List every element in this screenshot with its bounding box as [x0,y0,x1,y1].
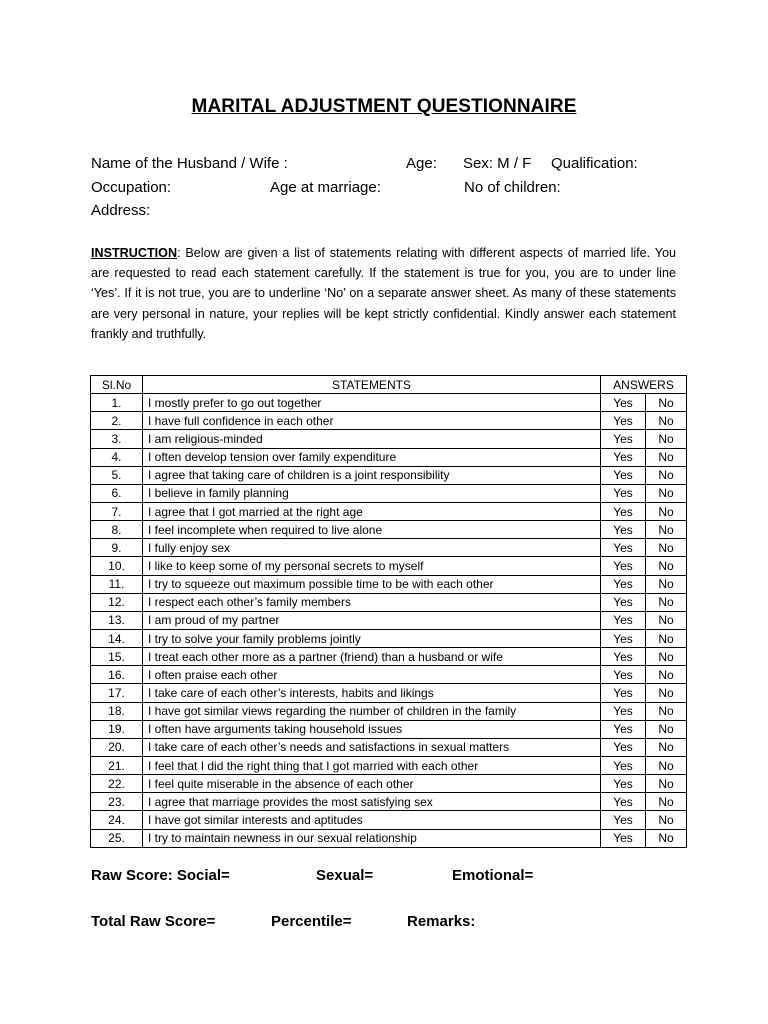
row-number: 25. [91,829,143,847]
table-row [91,430,687,448]
answer-yes[interactable]: Yes [601,502,646,520]
table-row [91,702,687,720]
answer-no[interactable]: No [646,829,687,847]
table-row [91,466,687,484]
table-row [91,775,687,793]
instruction-text: : Below are given a list of statements relating with different aspects of married life. You are requested to read each statement carefully. If the statement is true for you, you are to under line ‘Yes’. If it is not true, you are to underline ‘No’ on a separate answer sheet. As many of these statements are very personal in nature, your replies will be kept strictly confidential. Kindly answer each statement frankly and truthfully. [91,246,676,341]
raw-score-social-label: Raw Score: Social= [91,867,230,884]
table-row [91,593,687,611]
statement-text: I feel incomplete when required to live alone [143,521,601,539]
header-answers: ANSWERS [601,376,687,394]
emotional-score-label: Emotional= [452,867,534,884]
statement-text: I believe in family planning [143,484,601,502]
statement-text: I fully enjoy sex [143,539,601,557]
row-number: 11. [91,575,143,593]
statement-text: I agree that taking care of children is a joint responsibility [143,466,601,484]
answer-yes[interactable]: Yes [601,829,646,847]
answer-yes[interactable]: Yes [601,611,646,629]
remarks-label: Remarks: [407,913,476,930]
row-number: 22. [91,775,143,793]
statement-text: I mostly prefer to go out together [143,394,601,412]
row-number: 21. [91,756,143,774]
statement-text: I take care of each other’s needs and satisfactions in sexual matters [143,738,601,756]
answer-yes[interactable]: Yes [601,738,646,756]
answer-no[interactable]: No [646,756,687,774]
answer-no[interactable]: No [646,775,687,793]
table-row [91,666,687,684]
answer-yes[interactable]: Yes [601,557,646,575]
table-header-row [91,376,687,394]
statement-text: I agree that I got married at the right age [143,502,601,520]
row-number: 15. [91,648,143,666]
statement-text: I feel that I did the right thing that I got married with each other [143,756,601,774]
statement-text: I have got similar views regarding the number of children in the family [143,702,601,720]
table-row [91,484,687,502]
header-sl-no: Sl.No [91,376,143,394]
row-number: 14. [91,629,143,647]
answer-no[interactable]: No [646,394,687,412]
answer-no[interactable]: No [646,793,687,811]
row-number: 13. [91,611,143,629]
statement-text: I try to maintain newness in our sexual relationship [143,829,601,847]
table-row [91,811,687,829]
table-row [91,521,687,539]
answer-no[interactable]: No [646,557,687,575]
answer-yes[interactable]: Yes [601,629,646,647]
row-number: 17. [91,684,143,702]
statement-text: I am religious-minded [143,430,601,448]
table-row [91,756,687,774]
statement-text: I have got similar interests and aptitudes [143,811,601,829]
answer-yes[interactable]: Yes [601,648,646,666]
sexual-score-label: Sexual= [316,867,374,884]
row-number: 16. [91,666,143,684]
age-field-label: Age: [406,155,437,172]
row-number: 19. [91,720,143,738]
answer-yes[interactable]: Yes [601,702,646,720]
answer-yes[interactable]: Yes [601,593,646,611]
statement-text: I have full confidence in each other [143,412,601,430]
answer-yes[interactable]: Yes [601,466,646,484]
age-at-marriage-field-label: Age at marriage: [270,179,381,196]
statement-text: I often develop tension over family expenditure [143,448,601,466]
row-number: 5. [91,466,143,484]
row-number: 23. [91,793,143,811]
row-number: 1. [91,394,143,412]
occupation-field-label: Occupation: [91,179,172,196]
answer-no[interactable]: No [646,521,687,539]
row-number: 8. [91,521,143,539]
answer-yes[interactable]: Yes [601,539,646,557]
statement-text: I often have arguments taking household issues [143,720,601,738]
answer-yes[interactable]: Yes [601,394,646,412]
address-field-label: Address: [91,202,151,219]
answer-no[interactable]: No [646,593,687,611]
answer-no[interactable]: No [646,430,687,448]
answer-no[interactable]: No [646,575,687,593]
answer-yes[interactable]: Yes [601,412,646,430]
answer-no[interactable]: No [646,448,687,466]
statement-text: I often praise each other [143,666,601,684]
table-row [91,575,687,593]
table-row [91,629,687,647]
answer-no[interactable]: No [646,484,687,502]
page-title: MARITAL ADJUSTMENT QUESTIONNAIRE [191,96,577,117]
answer-no[interactable]: No [646,666,687,684]
answer-no[interactable]: No [646,648,687,666]
qualification-field-label: Qualification: [551,155,638,172]
header-statements: STATEMENTS [143,376,601,394]
row-number: 6. [91,484,143,502]
statement-text: I take care of each other’s interests, habits and likings [143,684,601,702]
answer-no[interactable]: No [646,502,687,520]
answer-yes[interactable]: Yes [601,811,646,829]
answer-yes[interactable]: Yes [601,484,646,502]
children-field-label: No of children: [464,179,561,196]
statement-text: I treat each other more as a partner (friend) than a husband or wife [143,648,601,666]
row-number: 24. [91,811,143,829]
answer-yes[interactable]: Yes [601,756,646,774]
answer-yes[interactable]: Yes [601,448,646,466]
table-row [91,448,687,466]
answer-no[interactable]: No [646,611,687,629]
row-number: 4. [91,448,143,466]
row-number: 3. [91,430,143,448]
answer-yes[interactable]: Yes [601,666,646,684]
answer-yes[interactable]: Yes [601,575,646,593]
table-row [91,412,687,430]
total-raw-score-label: Total Raw Score= [91,913,216,930]
instruction-paragraph [91,243,676,344]
row-number: 9. [91,539,143,557]
statement-text: I agree that marriage provides the most satisfying sex [143,793,601,811]
table-row [91,793,687,811]
answer-no[interactable]: No [646,466,687,484]
statement-text: I feel quite miserable in the absence of each other [143,775,601,793]
row-number: 2. [91,412,143,430]
answer-yes[interactable]: Yes [601,521,646,539]
answer-yes[interactable]: Yes [601,430,646,448]
table-row [91,539,687,557]
table-row [91,738,687,756]
row-number: 12. [91,593,143,611]
row-number: 7. [91,502,143,520]
statement-text: I am proud of my partner [143,611,601,629]
answer-no[interactable]: No [646,629,687,647]
answer-yes[interactable]: Yes [601,684,646,702]
row-number: 10. [91,557,143,575]
instruction-heading: INSTRUCTION [91,246,178,260]
table-row [91,720,687,738]
answer-no[interactable]: No [646,720,687,738]
answer-no[interactable]: No [646,684,687,702]
answer-yes[interactable]: Yes [601,793,646,811]
answer-no[interactable]: No [646,539,687,557]
table-row [91,611,687,629]
table-row [91,394,687,412]
name-field-label: Name of the Husband / Wife : [91,155,288,172]
percentile-label: Percentile= [271,913,352,930]
answer-yes[interactable]: Yes [601,775,646,793]
answer-no[interactable]: No [646,738,687,756]
table-row [91,648,687,666]
table-row [91,502,687,520]
answer-no[interactable]: No [646,412,687,430]
answer-no[interactable]: No [646,702,687,720]
statement-text: I respect each other’s family members [143,593,601,611]
table-row [91,557,687,575]
row-number: 20. [91,738,143,756]
statement-text: I try to solve your family problems jointly [143,629,601,647]
statement-text: I try to squeeze out maximum possible time to be with each other [143,575,601,593]
table-row [91,829,687,847]
answer-no[interactable]: No [646,811,687,829]
table-row [91,684,687,702]
row-number: 18. [91,702,143,720]
answer-yes[interactable]: Yes [601,720,646,738]
statement-text: I like to keep some of my personal secrets to myself [143,557,601,575]
sex-field-label: Sex: M / F [463,155,532,172]
questionnaire-table [90,375,687,848]
